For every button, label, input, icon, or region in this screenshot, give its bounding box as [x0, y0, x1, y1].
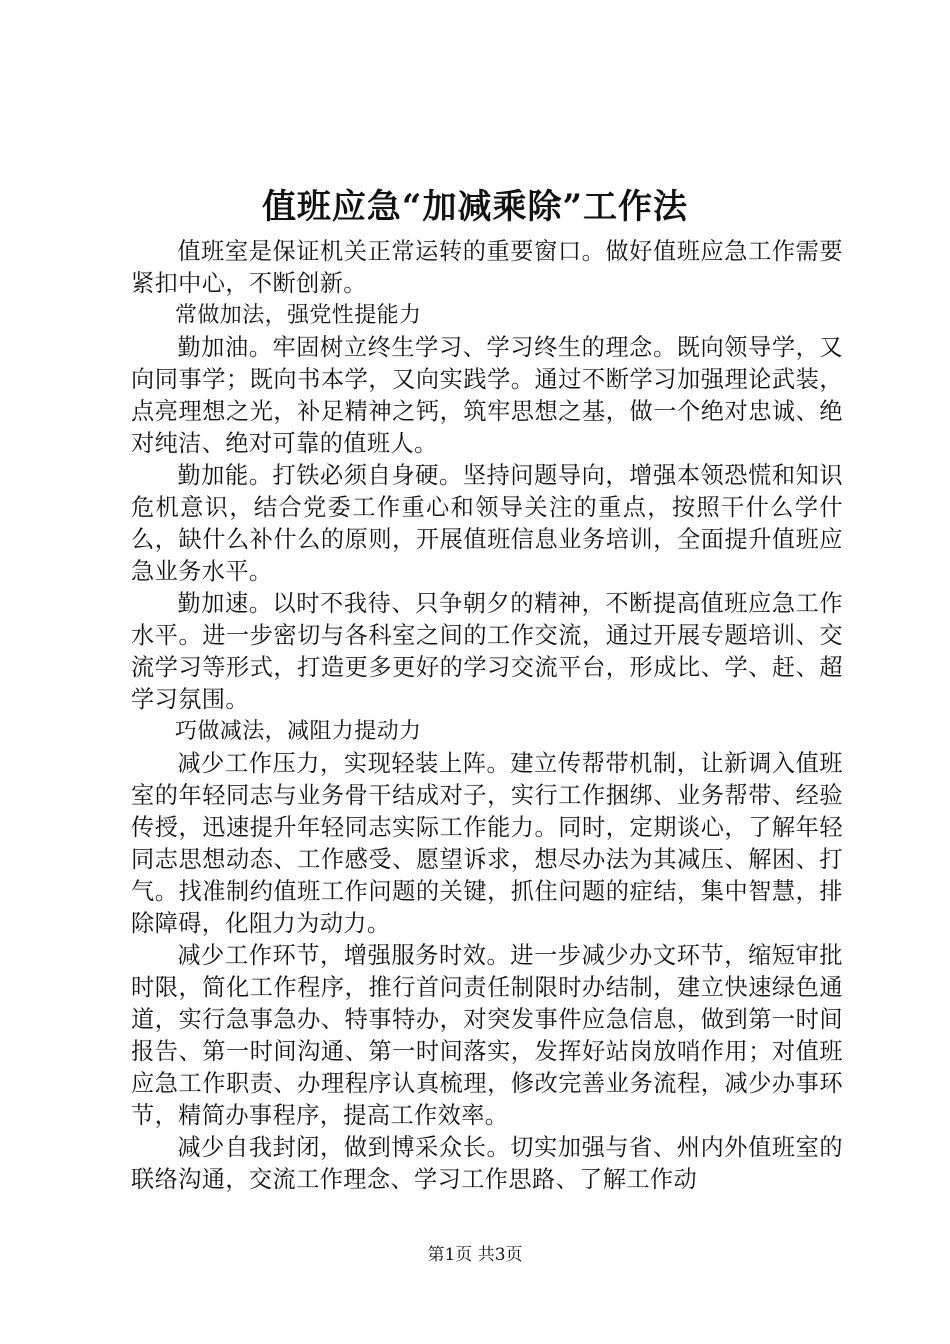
section-heading-subtraction: 巧做减法，减阻力提动力 — [175, 719, 422, 744]
paragraph-add-ability: 勤加能。打铁必须自身硬。坚持问题导向，增强本领恐慌和知识危机意识，结合党委工作重心和领导关注的重点，按照干什么学什么，缺什么补什么的原则，开展值班信息业务培训，全面提升值班应急业务水平。 — [131, 462, 843, 585]
paragraph-reduce-steps: 减少工作环节，增强服务时效。进一步减少办文环节，缩短审批时限，简化工作程序，推行首问责任制限时办结制，建立快速绿色通道，实行急事急办、特事特办，对突发事件应急信息，做到第一时间报告、第一时间沟通、第一时间落实，发挥好站岗放哨作用；对值班应急工作职责、办理程序认真梳理，修改完善业务流程，减少办事环节，精简办事程序，提高工作效率。 — [131, 942, 843, 1129]
document-title: 值班应急“加减乘除”工作法 — [261, 187, 689, 227]
paragraph-add-oil: 勤加油。牢固树立终生学习、学习终生的理念。既向领导学，又向同事学；既向书本学，又向实践学。通过不断学习加强理论武装，点亮理想之光，补足精神之钙，筑牢思想之基，做一个绝对忠诚、绝对纯洁、绝对可靠的值班人。 — [131, 334, 843, 457]
document-body — [131, 236, 843, 1196]
paragraph-add-speed: 勤加速。以时不我待、只争朝夕的精神，不断提高值班应急工作水平。进一步密切与各科室之间的工作交流，通过开展专题培训、交流学习等形式，打造更多更好的学习交流平台，形成比、学、赶、超学习氛围。 — [131, 590, 843, 713]
paragraph-reduce-isolation: 减少自我封闭，做到博采众长。切实加强与省、州内外值班室的联络沟通，交流工作理念、学习工作思路、了解工作动 — [131, 1134, 843, 1193]
paragraph-reduce-pressure: 减少工作压力，实现轻装上阵。建立传帮带机制，让新调入值班室的年轻同志与业务骨干结成对子，实行工作捆绑、业务帮带、经验传授，迅速提升年轻同志实际工作能力。同时，定期谈心，了解年轻同志思想动态、工作感受、愿望诉求，想尽办法为其减压、解困、打气。找准制约值班工作问题的关键，抓住问题的症结，集中智慧，排除障碍，化阻力为动力。 — [131, 750, 843, 937]
page-footer: 第1页 共3页 — [427, 1245, 523, 1265]
section-heading-addition: 常做加法，强党性提能力 — [175, 303, 422, 328]
paragraph-intro: 值班室是保证机关正常运转的重要窗口。做好值班应急工作需要紧扣中心，不断创新。 — [131, 238, 843, 297]
